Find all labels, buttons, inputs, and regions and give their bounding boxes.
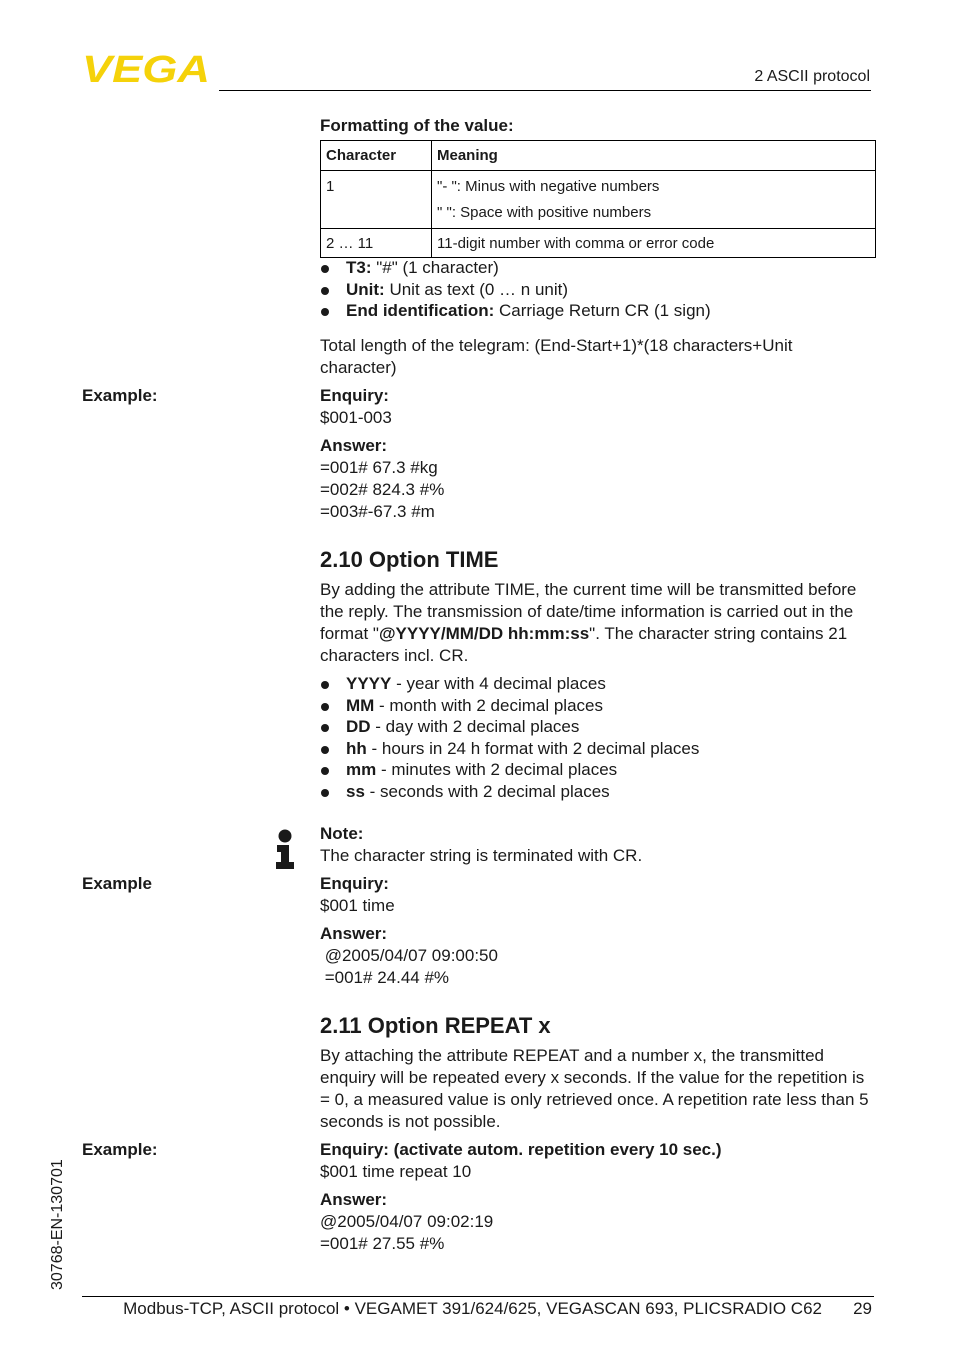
note-text: The character string is terminated with CR. — [320, 846, 643, 865]
list-item — [320, 257, 711, 279]
bullet-text: Unit as text (0 … n unit) — [384, 279, 569, 299]
answer-label: Answer: — [320, 924, 388, 943]
table-cell-character: 2 … 11 — [321, 229, 432, 258]
bullet-term: MM — [346, 695, 375, 715]
table-row — [321, 229, 876, 258]
bullet-term: hh — [346, 738, 367, 758]
footer-text: Modbus-TCP, ASCII protocol • VEGAMET 391/624/625, VEGASCAN 693, PLICSRADIO C62 — [123, 1299, 822, 1318]
svg-text:VEGA: VEGA — [82, 52, 210, 84]
example-label: Example — [82, 874, 152, 893]
enquiry-label: Enquiry: (activate autom. repetition every 10 sec.) — [320, 1140, 722, 1159]
bullet-text: - day with 2 decimal places — [370, 717, 580, 737]
list-item — [320, 716, 699, 738]
answer-line: @2005/04/07 09:02:19 — [320, 1212, 494, 1231]
table-cell-character: 1 — [321, 171, 432, 229]
answer-label: Answer: — [320, 436, 388, 455]
note-label: Note: — [320, 824, 364, 843]
meaning-line: "- ": Minus with negative numbers — [437, 178, 660, 195]
header-divider — [219, 90, 871, 91]
bullet-term: T3: — [346, 258, 372, 277]
bullet-text: - seconds with 2 decimal places — [364, 781, 610, 801]
time-description-text: ". The character string contains 21 characters incl. CR. — [320, 624, 848, 665]
bullet-text: Carriage Return CR (1 sign) — [494, 301, 711, 321]
list-item — [320, 738, 699, 760]
enquiry-value: $001 time — [320, 896, 395, 915]
bullet-term: DD — [346, 717, 371, 737]
bullet-term: End identification: — [346, 301, 495, 321]
bullet-term: ss — [346, 781, 365, 801]
page-number: 29 — [853, 1299, 872, 1318]
list-item — [320, 695, 699, 717]
time-format: @YYYY/MM/DD hh:mm:ss — [378, 624, 590, 643]
list-item — [320, 673, 699, 695]
bullet-text: - minutes with 2 decimal places — [376, 760, 618, 780]
table-header-character: Character — [321, 141, 432, 171]
time-description-text: By adding the attribute TIME, the current time will be transmitted before the reply. The transmission of date/time information is carried out in the format " — [320, 580, 857, 643]
bullet-term: Unit: — [346, 279, 385, 299]
enquiry-value: $001 time repeat 10 — [320, 1162, 472, 1181]
time-description — [320, 579, 876, 667]
bullet-text: - month with 2 decimal places — [374, 695, 603, 715]
info-icon — [274, 828, 296, 870]
repeat-description: By attaching the attribute REPEAT and a number x, the transmitted enquiry will be repeated every x seconds. If the value for the repetition is = 0, a measured value is only retrieved once. A repetition rate less than 5 seconds is not possible. — [320, 1046, 869, 1131]
bullet-term: mm — [346, 760, 377, 780]
list-item — [320, 781, 699, 803]
table-cell-meaning: 11-digit number with comma or error code — [432, 229, 876, 258]
time-bullet-list — [320, 673, 699, 803]
table-header-row — [321, 141, 876, 171]
format-table — [320, 140, 876, 258]
format-bullet-list — [320, 257, 711, 322]
section-title-repeat: 2.11 Option REPEAT x — [320, 1013, 551, 1038]
bullet-text: "#" (1 character) — [371, 258, 499, 277]
list-item — [320, 279, 711, 301]
answer-line: @2005/04/07 09:00:50 — [320, 946, 498, 965]
list-item — [320, 300, 711, 322]
enquiry-label: Enquiry: — [320, 874, 389, 893]
document-id: 30768-EN-130701 — [49, 1159, 66, 1290]
answer-line: =001# 24.44 #% — [320, 968, 450, 987]
bullet-text: - hours in 24 h format with 2 decimal places — [366, 738, 700, 758]
example-label: Example: — [82, 386, 158, 405]
total-length-text: Total length of the telegram: (End-Start+1)*(18 characters+Unit character) — [320, 336, 793, 377]
meaning-line: " ": Space with positive numbers — [437, 204, 652, 221]
header-section-title: 2 ASCII protocol — [754, 68, 870, 85]
answer-line: =002# 824.3 #% — [320, 480, 445, 499]
bullet-text: - year with 4 decimal places — [391, 674, 606, 693]
enquiry-label: Enquiry: — [320, 386, 389, 405]
answer-line: =001# 27.55 #% — [320, 1234, 445, 1253]
table-row — [321, 171, 876, 229]
example-label: Example: — [82, 1140, 158, 1159]
table-cell-meaning — [432, 171, 876, 229]
formatting-heading: Formatting of the value: — [320, 116, 514, 135]
vega-logo — [82, 52, 212, 84]
section-title-time: 2.10 Option TIME — [320, 547, 499, 572]
list-item — [320, 759, 699, 781]
bullet-term: YYYY — [346, 674, 392, 693]
answer-line: =003#-67.3 #m — [320, 502, 435, 521]
answer-label: Answer: — [320, 1190, 388, 1209]
enquiry-value: $001-003 — [320, 408, 392, 427]
table-header-meaning: Meaning — [432, 141, 876, 171]
footer-divider — [82, 1296, 874, 1297]
answer-line: =001# 67.3 #kg — [320, 458, 438, 477]
